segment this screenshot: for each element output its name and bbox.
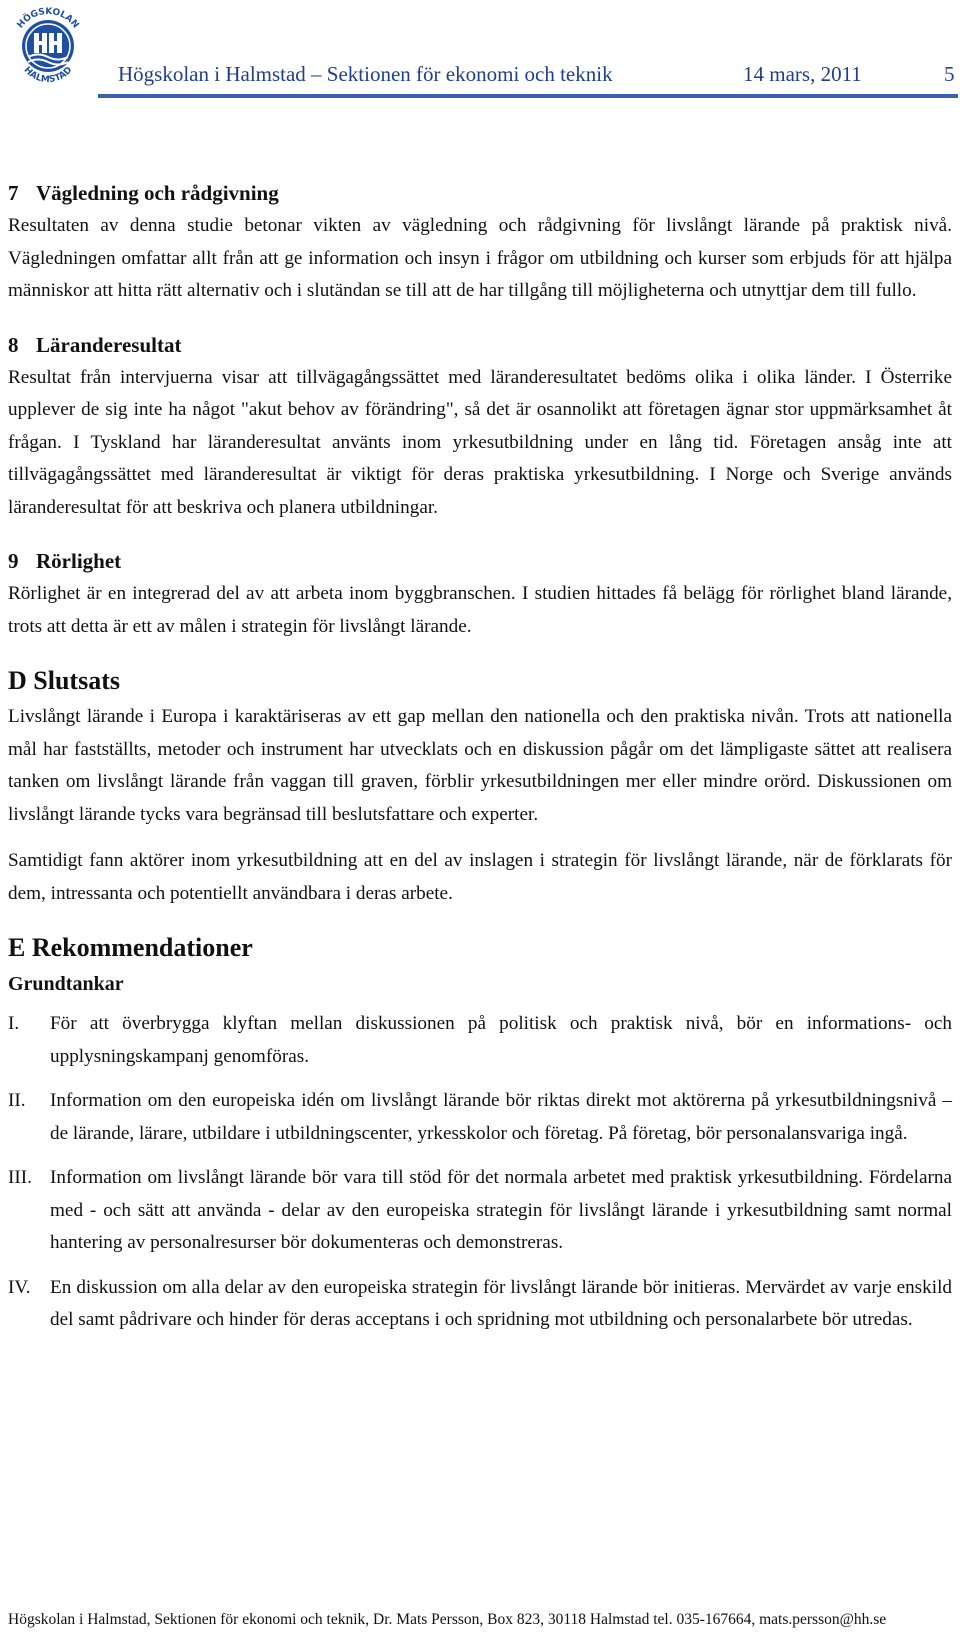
list-item-text: En diskussion om alla delar av den europeiska strategin för livslångt lärande bör initieras. Mervärdet av varje enskild del samt pådrivare och hinder för deras acceptans i och spridning mot utbildning och personalarbete bör utredas.	[50, 1276, 952, 1330]
list-item-text: Information om den europeiska idén om livslångt lärande bör riktas direkt mot aktörerna på yrkesutbildningsnivå – de lärande, lärare, utbildare i utbildningscenter, yrkesskolor och företag. På företag, bör personalansvariga ingå.	[50, 1090, 952, 1144]
section-e-subheading: Grundtankar	[8, 973, 124, 995]
section-d-heading: D Slutsats	[8, 666, 120, 695]
list-item	[8, 1272, 952, 1337]
recommendation-list	[8, 1008, 952, 1337]
section-7-heading	[8, 176, 952, 210]
list-item-number: III.	[8, 1167, 32, 1188]
list-item	[8, 1162, 952, 1260]
svg-text:HALMSTAD: HALMSTAD	[21, 65, 75, 86]
list-item-number: I.	[8, 1013, 20, 1034]
section-9-paragraph: Rörlighet är en integrerad del av att arbeta inom byggbranschen. I studien hittades få belägg för rörlighet bland lärande, trots att detta är ett av målen i strategin för livslångt lärande.	[8, 583, 952, 637]
section-number: 7	[8, 181, 19, 205]
page-number: 5	[944, 62, 955, 86]
hogskolan-halmstad-logo	[6, 2, 90, 88]
page-footer: Högskolan i Halmstad, Sektionen för ekonomi och teknik, Dr. Mats Persson, Box 823, 30118 Halmstad tel. 035-167664, mats.persson@hh.se	[8, 1611, 887, 1628]
header-divider	[98, 94, 958, 98]
section-7-paragraph: Resultaten av denna studie betonar vikten av vägledning och rådgivning för livslångt lärande på praktisk nivå. Vägledningen omfattar allt från att ge information och insyn i frågor om utbildning och kurser som erbjuds för att hjälpa människor att hitta rätt alternativ och i slutändan se till att de har tillgång till möjligheterna och utnyttjar dem till fullo.	[8, 215, 952, 301]
list-item-text: Information om livslångt lärande bör vara till stöd för det normala arbetet med praktisk yrkesutbildning. Fördelarna med - och sätt att använda - delar av den europeiska strategin för livslångt lärande i yrkesutbildning samt normal hantering av personalresurser bör dokumenteras och demonstreras.	[50, 1167, 952, 1253]
list-item-number: II.	[8, 1090, 26, 1111]
section-8-paragraph: Resultat från intervjuerna visar att tillvägagångssättet med läranderesultatet bedöms olika i olika länder. I Österrike upplever de sig inte ha något "akut behov av förändring", så det är osannolikt att företagen ägnar stor uppmärksamhet åt frågan. I Tyskland har läranderesultat använts inom yrkesutbildning under en lång tid. Företagen ansåg inte att tillvägagångssättet med läranderesultat är viktigt för deras praktiska yrkesutbildning. I Norge och Sverige används läranderesultat för att beskriva och planera utbildningar.	[8, 366, 952, 518]
section-number: 9	[8, 549, 19, 573]
section-8-heading	[8, 328, 952, 362]
list-item-text: För att överbrygga klyftan mellan diskussionen på politisk och praktisk nivå, bör en informations- och upplysningskampanj genomföras.	[50, 1013, 952, 1067]
header-title: Högskolan i Halmstad – Sektionen för ekonomi och teknik	[118, 62, 613, 86]
section-9-heading	[8, 544, 952, 578]
section-d-paragraph-1: Livslångt lärande i Europa i karaktäriseras av ett gap mellan den nationella och den praktiska nivån. Trots att nationella mål har fastställts, metoder och instrument har utvecklats och en diskussion pågår om det lämpligaste sättet att realisera tanken om livslångt lärande från vaggan till graven, förblir yrkesutbildningen mer eller mindre orörd. Diskussionen om livslångt lärande tycks vara begränsad till beslutsfattare och experter.	[8, 706, 952, 825]
section-e-heading: E Rekommendationer	[8, 933, 253, 962]
list-item	[8, 1008, 952, 1073]
page-header	[0, 0, 960, 96]
list-item-number: IV.	[8, 1276, 31, 1298]
section-title: Vägledning och rådgivning	[36, 181, 279, 205]
section-title: Läranderesultat	[36, 332, 182, 357]
svg-text:HÖGSKOLAN: HÖGSKOLAN	[15, 6, 81, 31]
header-date: 14 mars, 2011	[743, 62, 862, 86]
section-number: 8	[8, 332, 19, 357]
section-title: Rörlighet	[36, 549, 122, 573]
list-item	[8, 1085, 952, 1150]
document-body	[8, 176, 952, 1349]
section-d-paragraph-2: Samtidigt fann aktörer inom yrkesutbildning att en del av inslagen i strategin för livslångt lärande, när de förklarats för dem, intressanta och potentiellt användbara i deras arbete.	[8, 850, 952, 904]
